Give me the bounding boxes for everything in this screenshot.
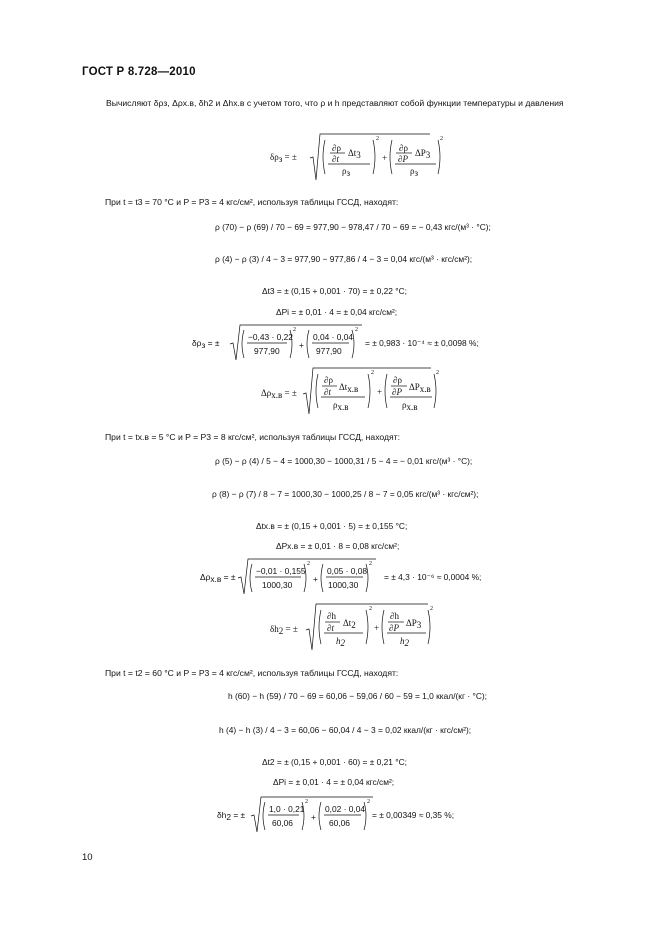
svg-text:h2: h2 bbox=[336, 636, 345, 648]
num-n11: 0,02 · 0,04 bbox=[325, 804, 366, 814]
equation-dPi-2: ΔPi = ± 0,01 · 4 = ± 0,04 кгс/см²; bbox=[273, 777, 395, 787]
svg-text:+: + bbox=[313, 574, 318, 584]
svg-text:2: 2 bbox=[293, 327, 296, 333]
equation-d-rho-dP-2: ρ (8) − ρ (7) / 8 − 7 = 1000,30 − 1000,25 / 8 − 7 = 0,05 кгс/(м³ · кгс/см²); bbox=[212, 489, 479, 499]
svg-text:2: 2 bbox=[371, 370, 374, 376]
svg-text:2: 2 bbox=[369, 561, 372, 567]
svg-text:ρх.в: ρх.в bbox=[402, 400, 418, 412]
num-n7: 0,05 · 0,08 bbox=[327, 566, 368, 576]
svg-text:+: + bbox=[311, 812, 316, 822]
svg-text:2: 2 bbox=[355, 327, 358, 333]
num-n1: −0,43 · 0,22 bbox=[248, 332, 293, 342]
num-n8: 1000,30 bbox=[328, 580, 359, 590]
svg-text:∂P: ∂P bbox=[392, 387, 402, 397]
svg-text:∂h: ∂h bbox=[390, 611, 399, 621]
num-n2: 977,90 bbox=[254, 346, 280, 356]
equation-dPxv: ΔPх.в = ± 0,01 · 8 = 0,08 кгс/см²; bbox=[276, 541, 400, 551]
svg-text:+: + bbox=[374, 623, 380, 633]
svg-text:∂ρ: ∂ρ bbox=[393, 375, 402, 385]
equation-d-rho-dt-2: ρ (5) − ρ (4) / 5 − 4 = 1000,30 − 1000,31 / 5 − 4 = − 0,01 кгс/(м³ · °C); bbox=[215, 456, 473, 466]
num-n6: 1000,30 bbox=[262, 580, 293, 590]
svg-text:δρз = ±: δρз = ± bbox=[270, 152, 297, 164]
svg-text:∂t: ∂t bbox=[324, 387, 331, 397]
svg-text:ΔP3: ΔP3 bbox=[406, 618, 422, 630]
svg-text:∂h: ∂h bbox=[327, 611, 336, 621]
document-header: ГОСТ Р 8.728—2010 bbox=[82, 66, 196, 78]
svg-text:Δρх.в = ±: Δρх.в = ± bbox=[261, 388, 297, 400]
svg-text:2: 2 bbox=[440, 136, 443, 142]
svg-text:ΔPх.в: ΔPх.в bbox=[409, 382, 431, 394]
svg-text:+: + bbox=[299, 340, 304, 350]
svg-text:Δtх.в: Δtх.в bbox=[339, 382, 359, 394]
svg-text:2: 2 bbox=[436, 370, 439, 376]
formula-d-rho-xv bbox=[261, 364, 439, 418]
svg-text:∂ρ: ∂ρ bbox=[332, 143, 341, 153]
page-number: 10 bbox=[82, 852, 93, 863]
equation-dh-dt: h (60) − h (59) / 70 − 69 = 60,06 − 59,06 / 60 − 59 = 1,0 ккал/(кг · °С); bbox=[228, 691, 487, 701]
svg-text:ρз: ρз bbox=[410, 166, 419, 178]
equation-dh2-value: = ± 0,00349 ≈ 0,35 %; bbox=[372, 810, 455, 820]
formula-d-rho-xv-numeric bbox=[200, 556, 380, 598]
condition-2: При t = tх.в = 5 °С и P = P3 = 8 кгс/см², используя таблицы ГССД, находят: bbox=[105, 432, 400, 442]
num-n4: 977,90 bbox=[316, 346, 342, 356]
formula-d-rho3-numeric bbox=[192, 322, 367, 364]
svg-text:∂ρ: ∂ρ bbox=[324, 375, 333, 385]
num-n9: 1,0 · 0,21 bbox=[269, 804, 305, 814]
svg-text:h2: h2 bbox=[400, 636, 409, 648]
svg-text:∂t: ∂t bbox=[327, 623, 334, 633]
svg-text:2: 2 bbox=[307, 561, 310, 567]
equation-dtxv: Δtх.в = ± (0,15 + 0,001 · 5) = ± 0,155 °С; bbox=[256, 521, 408, 531]
svg-text:Δt2: Δt2 bbox=[343, 618, 356, 630]
svg-text:2: 2 bbox=[367, 799, 370, 805]
svg-text:+: + bbox=[377, 387, 383, 397]
condition-1: При t = t3 = 70 °С и P = P3 = 4 кгс/см², используя таблицы ГССД, находят: bbox=[105, 197, 399, 207]
svg-text:δh2 = ±: δh2 = ± bbox=[270, 624, 298, 636]
num-n10: 60,06 bbox=[272, 818, 293, 828]
num-n12: 60,06 bbox=[329, 818, 350, 828]
num-n3: 0,04 · 0,04 bbox=[313, 332, 354, 342]
formula-d-rho3 bbox=[270, 130, 443, 186]
svg-text:2: 2 bbox=[305, 799, 308, 805]
num-n5: −0,01 · 0,155 bbox=[256, 566, 306, 576]
equation-d-rho-dt-1: ρ (70) − ρ (69) / 70 − 69 = 977,90 − 978,47 / 70 − 69 = − 0,43 кгс/(м³ · °C); bbox=[215, 222, 491, 232]
svg-text:ρз: ρз bbox=[342, 166, 351, 178]
svg-text:2: 2 bbox=[376, 136, 379, 142]
svg-text:2: 2 bbox=[430, 606, 433, 612]
equation-d-rho-dP-1: ρ (4) − ρ (3) / 4 − 3 = 977,90 − 977,86 / 4 − 3 = 0,04 кгс/(м³ · кгс/см²); bbox=[215, 254, 473, 264]
svg-text:∂P: ∂P bbox=[389, 623, 399, 633]
svg-text:ΔP3: ΔP3 bbox=[415, 148, 431, 160]
svg-text:δh2 = ±: δh2 = ± bbox=[217, 810, 246, 822]
svg-text:δρз = ±: δρз = ± bbox=[192, 338, 220, 350]
equation-dt3: Δt3 = ± (0,15 + 0,001 · 70) = ± 0,22 °С; bbox=[262, 286, 408, 296]
svg-text:∂P: ∂P bbox=[398, 154, 408, 164]
svg-text:+: + bbox=[382, 153, 388, 163]
intro-paragraph: Вычисляют δρз, Δρх.в, δh2 и Δhх.в с учетом того, что ρ и h представляют собой функции температуры и давления bbox=[106, 98, 564, 108]
svg-text:ρх.в: ρх.в bbox=[333, 400, 349, 412]
equation-dh-dP: h (4) − h (3) / 4 − 3 = 60,06 − 60,04 / 4 − 3 = 0,02 ккал/(кг · кгс/см²); bbox=[219, 725, 472, 735]
condition-3: При t = t2 = 60 °С и P = P3 = 4 кгс/см², используя таблицы ГССД, находят: bbox=[105, 668, 399, 678]
svg-text:Δt3: Δt3 bbox=[348, 148, 361, 160]
svg-text:2: 2 bbox=[369, 606, 372, 612]
equation-d-rho3-value: = ± 0,983 · 10⁻⁴ ≈ ± 0,0098 %; bbox=[365, 338, 479, 348]
formula-dh2-numeric bbox=[217, 794, 377, 836]
svg-text:∂ρ: ∂ρ bbox=[399, 143, 408, 153]
formula-dh2 bbox=[270, 600, 435, 654]
equation-dPi-1: ΔPi = ± 0,01 · 4 = ± 0,04 кгс/см²; bbox=[276, 307, 398, 317]
equation-dt2: Δt2 = ± (0,15 + 0,001 · 60) = ± 0,21 °С; bbox=[262, 757, 408, 767]
equation-d-rho-xv-value: = ± 4,3 · 10⁻⁶ ≈ 0,0004 %; bbox=[384, 572, 482, 582]
svg-text:Δρх.в = ±: Δρх.в = ± bbox=[200, 572, 236, 584]
svg-text:∂t: ∂t bbox=[332, 154, 339, 164]
